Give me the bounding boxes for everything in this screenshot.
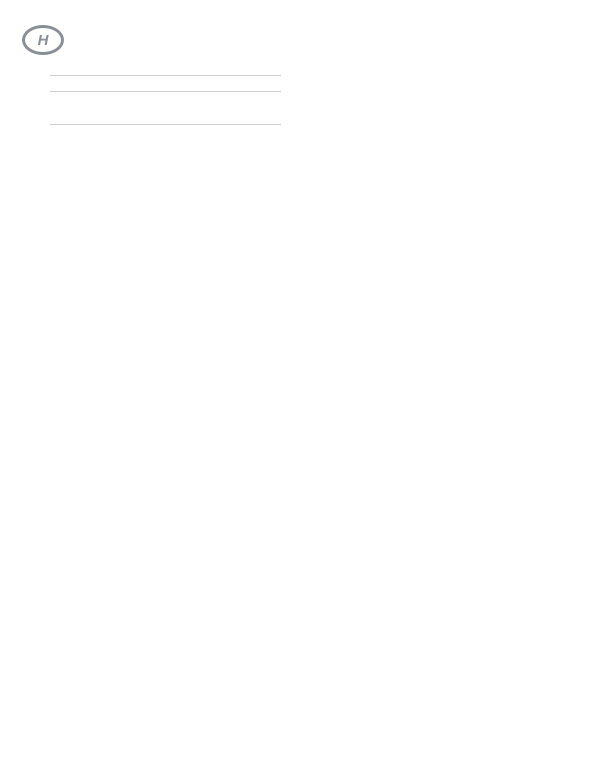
hyundai-emblem-icon: H xyxy=(22,25,64,55)
left-column xyxy=(50,60,281,131)
section-title-terrain xyxy=(50,72,281,76)
section-title-gearbox xyxy=(50,121,281,125)
brand-logo xyxy=(22,18,70,62)
spec-row xyxy=(50,98,281,109)
section-title-steering xyxy=(50,88,281,92)
